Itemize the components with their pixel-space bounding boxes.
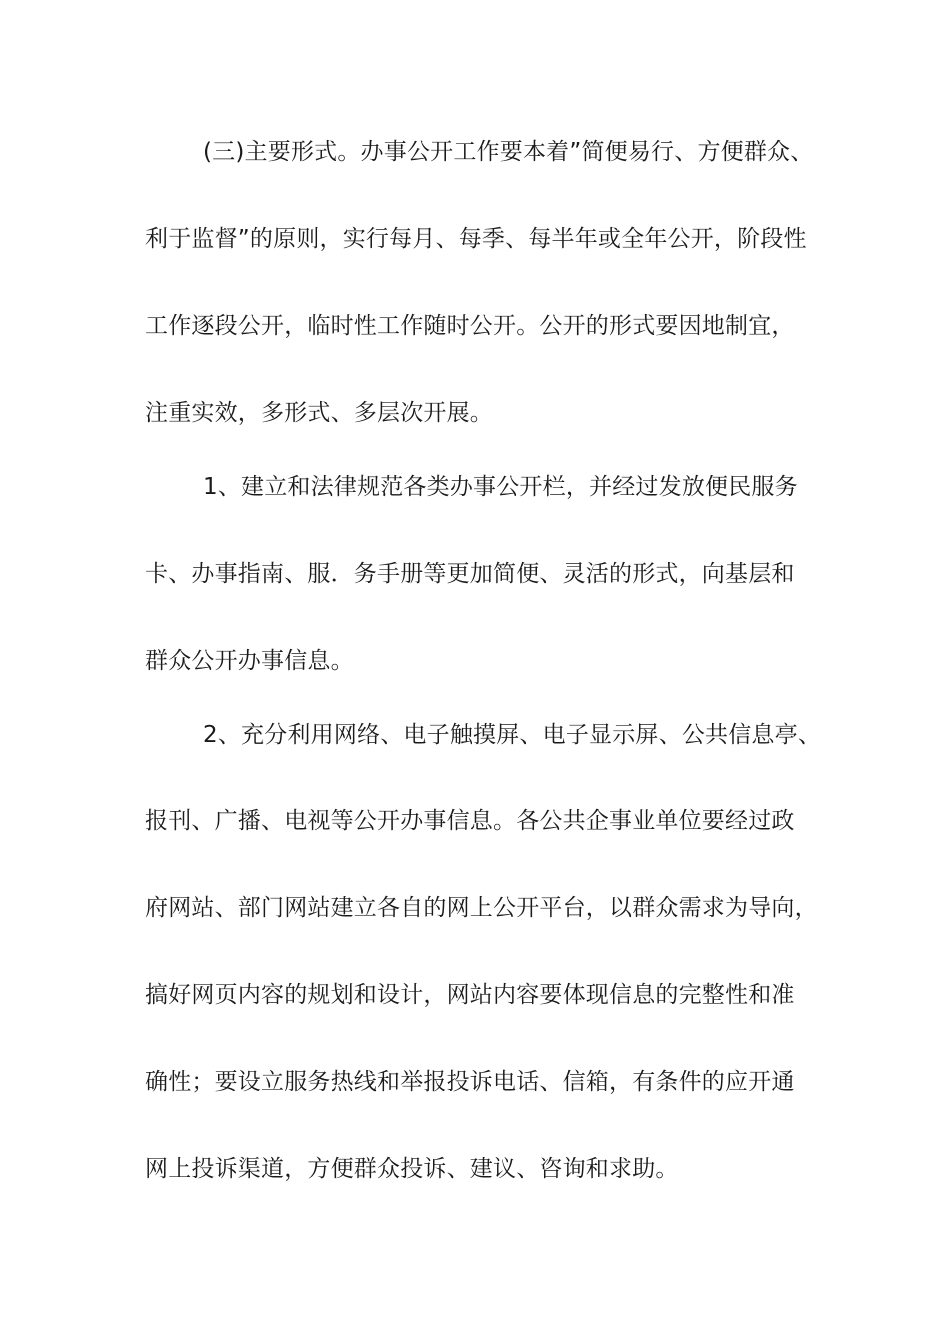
paragraph-line: 确性；要设立服务热线和举报投诉电话、信箱，有条件的应开通	[145, 1069, 795, 1095]
paragraph-line: 报刊、广播、电视等公开办事信息。各公共企事业单位要经过政	[145, 808, 795, 834]
paragraph-line: 卡、办事指南、服．务手册等更加简便、灵活的形式，向基层和	[145, 561, 795, 587]
paragraph-line: 1、建立和法律规范各类办事公开栏，并经过发放便民服务	[203, 474, 798, 500]
paragraph-line: (三)主要形式。办事公开工作要本着”简便易行、方便群众、	[203, 139, 814, 165]
paragraph-line: 府网站、部门网站建立各自的网上公开平台，以群众需求为导向，	[145, 895, 818, 921]
paragraph-line: 利于监督”的原则，实行每月、每季、每半年或全年公开，阶段性	[145, 226, 807, 252]
paragraph-line: 注重实效，多形式、多层次开展。	[145, 400, 493, 426]
paragraph-line: 搞好网页内容的规划和设计，网站内容要体现信息的完整性和准	[145, 982, 795, 1008]
paragraph-line: 2、充分利用网络、电子触摸屏、电子显示屏、公共信息亭、	[203, 722, 822, 748]
paragraph-line: 网上投诉渠道，方便群众投诉、建议、咨询和求助。	[145, 1156, 679, 1182]
paragraph-line: 群众公开办事信息。	[145, 648, 354, 674]
paragraph-line: 工作逐段公开，临时性工作随时公开。公开的形式要因地制宜，	[145, 313, 795, 339]
